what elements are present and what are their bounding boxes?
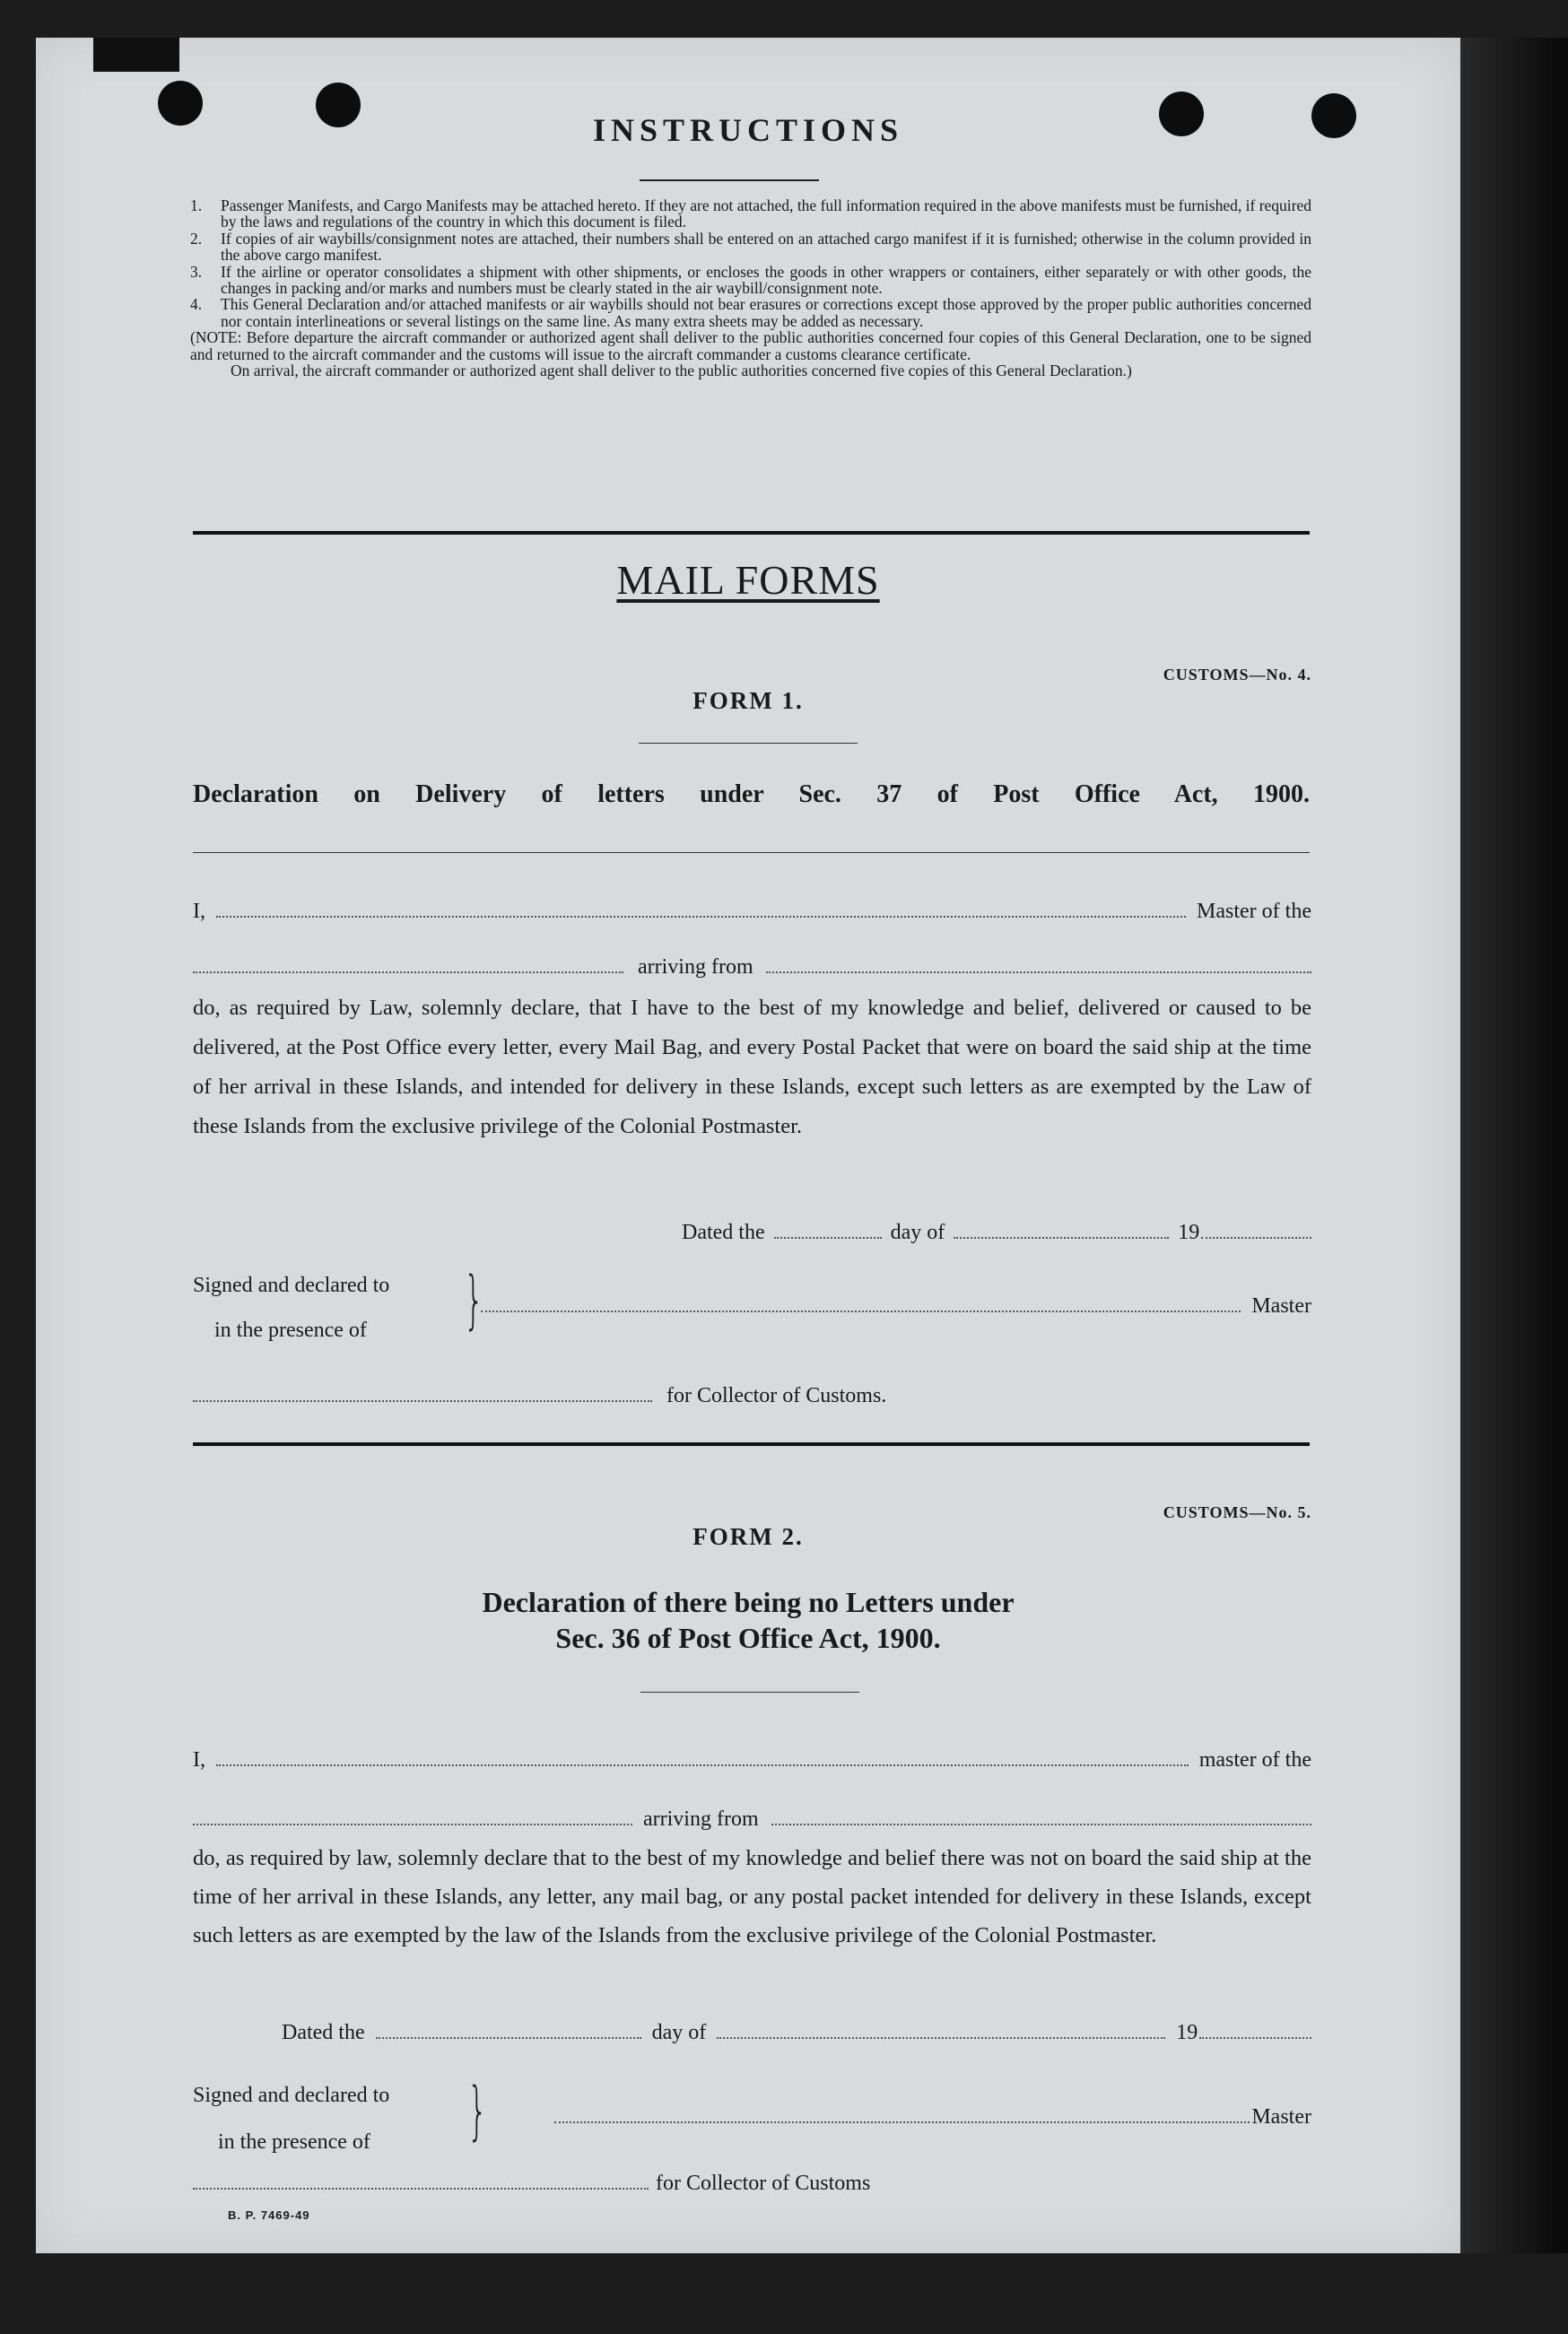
- form-1-title: FORM 1.: [693, 687, 804, 714]
- signed-line-1: Signed and declared to: [193, 2084, 390, 2107]
- form-title-underline: [639, 743, 858, 744]
- collector-signature-field[interactable]: [193, 1382, 652, 1402]
- day-of-label: day of: [651, 2021, 707, 2044]
- instruction-number: 1.: [190, 196, 203, 214]
- form-2-title: FORM 2.: [693, 1523, 804, 1550]
- instruction-text: If the airline or operator consolidates a shipment with other shipments, or encloses the goods in other wrappers or containers, either separately or with other goods, the changes in packing and/or marks and numbers must be clearly stated in the air waybill/consignment note.: [221, 262, 1311, 298]
- collector-line: [193, 1376, 1000, 1415]
- dated-line: [282, 2013, 1311, 2052]
- signed-line-2: in the presence of: [214, 1319, 367, 1342]
- master-signature-line: [554, 2097, 1311, 2137]
- ship-name-field[interactable]: [193, 954, 623, 973]
- form-2-declaration-title: [36, 1584, 1460, 1656]
- mail-forms-title: MAIL FORMS: [616, 557, 880, 603]
- instruction-item: [190, 197, 1311, 231]
- year-label: 19: [1178, 1221, 1200, 1244]
- dated-line: [682, 1213, 1311, 1252]
- ship-name-field[interactable]: [193, 1806, 632, 1825]
- instruction-number: 2.: [190, 229, 203, 248]
- master-signature-field[interactable]: [481, 1293, 1241, 1312]
- i-label: I,: [193, 1748, 205, 1772]
- master-label: Master: [1251, 2105, 1311, 2129]
- master-of-the-label: master of the: [1198, 1748, 1311, 1772]
- master-name-field[interactable]: [216, 898, 1186, 918]
- year-field[interactable]: [1201, 1219, 1311, 1239]
- instruction-text: If copies of air waybills/consignment notes are attached, their numbers shall be entered on an attached cargo manifest if it is furnished; otherwise in the column provided in the above cargo manifest.: [221, 229, 1311, 265]
- arriving-from-label: arriving from: [638, 955, 754, 979]
- master-name-field[interactable]: [216, 1746, 1189, 1766]
- instruction-text: Passenger Manifests, and Cargo Manifests may be attached hereto. If they are not attached, the full information required in the above manifests must be furnished, if required by the laws and regulations of the country in which this document is filed.: [221, 196, 1311, 231]
- divider: [193, 531, 1310, 535]
- customs-number: CUSTOMS—No. 5.: [1163, 1503, 1311, 1521]
- day-of-label: day of: [890, 1221, 945, 1244]
- master-signature-line: [481, 1286, 1311, 1326]
- brace: }: [464, 1263, 484, 1337]
- instruction-item: [190, 231, 1311, 264]
- arriving-from-field[interactable]: [766, 954, 1311, 973]
- instruction-item: [190, 296, 1311, 329]
- instruction-note-continued: On arrival, the aircraft commander or authorized agent shall deliver to the public authorities concerned five copies of this General Declaration.): [231, 361, 1132, 380]
- form-1-declaration-title: Declaration on Delivery of letters under Sec. 37 of Post Office Act, 1900.: [193, 780, 1310, 808]
- master-of-the-label: Master of the: [1197, 900, 1311, 923]
- signed-label: [193, 1263, 389, 1353]
- form-1-body: do, as required by Law, solemnly declare, that I have to the best of my knowledge and belief, delivered or caused to be delivered, at the Post Office every letter, every Mail Bag, and every Postal Packet that were on board the said ship at the time of her arrival in these Islands, and intended for delivery in these Islands, except such letters as are exempted by the Law of these Islands from the exclusive privilege of the Colonial Postmaster.: [193, 996, 1311, 1138]
- form-title-underline: [640, 1692, 859, 1693]
- instruction-number: 3.: [190, 262, 203, 281]
- form-code: B. P. 7469-49: [228, 2208, 310, 2222]
- customs-number: CUSTOMS—No. 4.: [1163, 666, 1311, 684]
- signed-line-1: Signed and declared to: [193, 1274, 390, 1297]
- year-field[interactable]: [1199, 2019, 1311, 2039]
- signed-label: [193, 2072, 389, 2165]
- divider: [193, 852, 1310, 853]
- dated-the-label: Dated the: [682, 1221, 765, 1244]
- instruction-item: [190, 264, 1311, 297]
- signed-line-2: in the presence of: [218, 2130, 370, 2154]
- day-field[interactable]: [376, 2019, 641, 2039]
- master-signature-field[interactable]: [554, 2103, 1250, 2123]
- collector-line: [193, 2164, 1000, 2203]
- form-2-body: do, as required by law, solemnly declare that to the best of my knowledge and belief there was not on board the said ship at the time of her arrival in these Islands, any letter, any mail bag, or any postal packet intended for delivery in these Islands, except such letters as are exempted by the law of the Islands from the exclusive privilege of the Colonial Postmaster.: [193, 1846, 1311, 1947]
- year-label: 19: [1176, 2021, 1198, 2044]
- instructions-list: [190, 197, 1311, 379]
- collector-label: for Collector of Customs.: [666, 1384, 887, 1407]
- brace: }: [467, 2074, 488, 2147]
- i-label: I,: [193, 900, 205, 923]
- dated-the-label: Dated the: [282, 2021, 365, 2044]
- master-line: [193, 892, 1311, 931]
- month-field[interactable]: [717, 2019, 1165, 2039]
- month-field[interactable]: [954, 1219, 1169, 1239]
- collector-signature-field[interactable]: [193, 2170, 649, 2190]
- form-2-declaration-line-1: Declaration of there being no Letters under: [482, 1586, 1015, 1618]
- arriving-from-label: arriving from: [643, 1807, 759, 1831]
- collector-label: for Collector of Customs: [656, 2172, 871, 2195]
- master-line: [193, 1740, 1311, 1780]
- instruction-text: This General Declaration and/or attached manifests or air waybills should not bear erasures or corrections except those approved by the proper public authorities concerned nor contain interlineations or several listings on the same line. As many extra sheets may be added as necessary.: [221, 295, 1311, 330]
- instruction-note: (NOTE: Before departure the aircraft commander or authorized agent shall deliver to the public authorities concerned four copies of this General Declaration, one to be signed and returned to the aircraft commander and the customs will issue to the aircraft commander a customs clearance certificate.: [190, 328, 1311, 363]
- torn-corner: [93, 38, 179, 72]
- instructions-title: INSTRUCTIONS: [592, 112, 904, 148]
- arriving-from-field[interactable]: [771, 1806, 1311, 1825]
- scan-background: [1460, 38, 1568, 2253]
- instructions-underline: [640, 179, 819, 181]
- divider: [193, 1442, 1310, 1446]
- form-2-declaration-line-2: Sec. 36 of Post Office Act, 1900.: [555, 1622, 941, 1654]
- master-label: Master: [1251, 1294, 1311, 1318]
- instruction-number: 4.: [190, 295, 203, 314]
- day-field[interactable]: [774, 1219, 882, 1239]
- arriving-line: [193, 947, 1311, 987]
- arriving-line: [193, 1799, 1311, 1839]
